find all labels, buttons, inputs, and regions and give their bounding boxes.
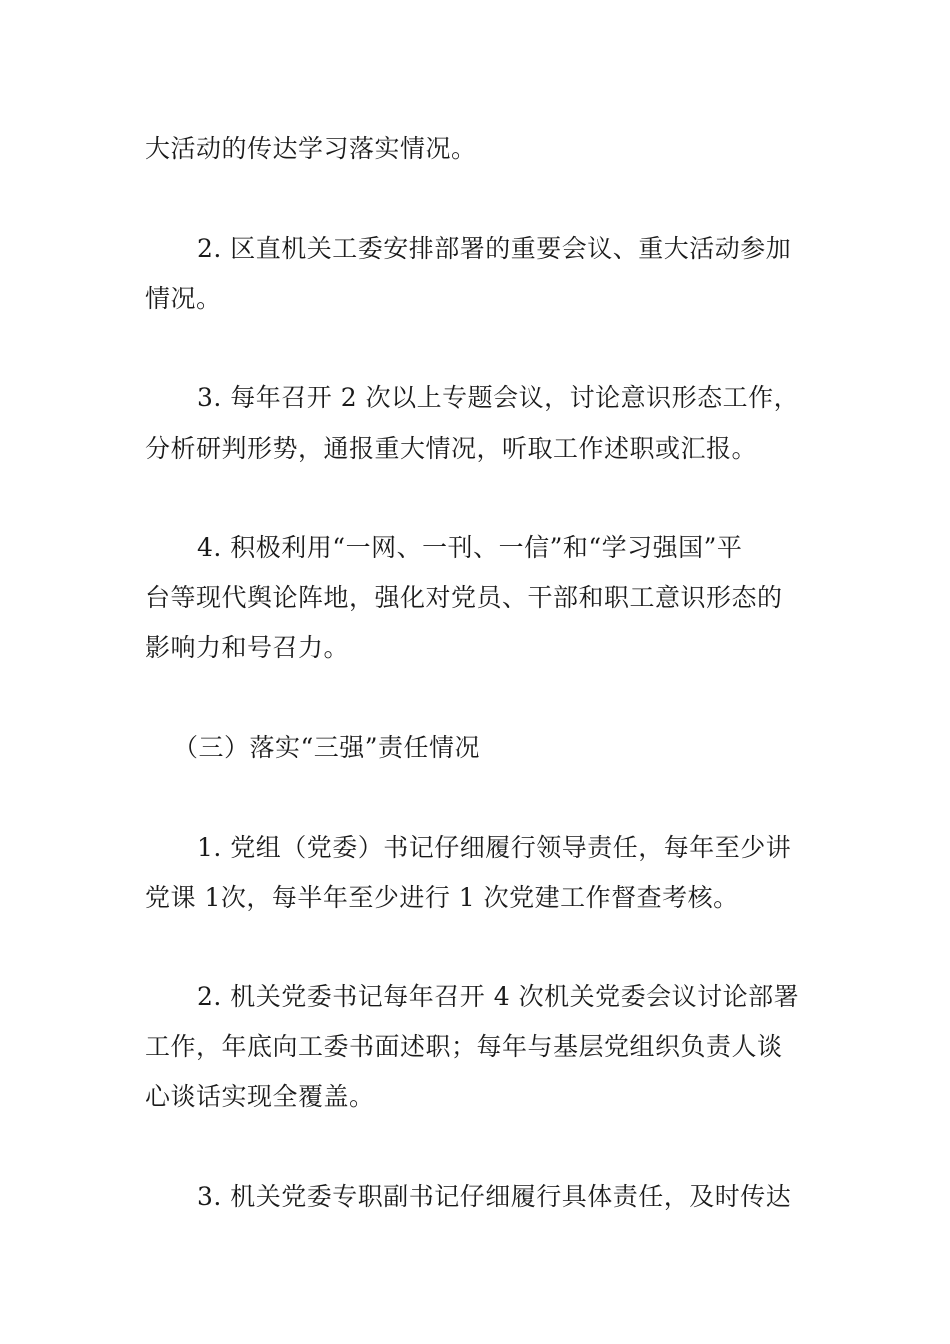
paragraph-line: 情况。 [145, 284, 222, 313]
list-item-line: 4. 积极利用“一网、一刊、一信”和“学习强国”平 [197, 533, 743, 562]
paragraph-line: 心谈话实现全覆盖。 [145, 1082, 375, 1111]
paragraph-line: 党课 1次，每半年至少进行 1 次党建工作督查考核。 [145, 883, 739, 912]
paragraph-line: 影响力和号召力。 [145, 633, 350, 662]
list-item-line: 3. 机关党委专职副书记仔细履行具体责任，及时传达 [197, 1182, 792, 1211]
paragraph-line: 工作，年底向工委书面述职；每年与基层党组织负责人谈 [145, 1032, 783, 1061]
paragraph-line: 分析研判形势，通报重大情况，听取工作述职或汇报。 [145, 434, 758, 463]
section-heading: （三）落实“三强”责任情况 [173, 733, 481, 762]
list-item-line: 1. 党组（党委）书记仔细履行领导责任，每年至少讲 [197, 833, 792, 862]
paragraph-line: 台等现代舆论阵地，强化对党员、干部和职工意识形态的 [145, 583, 783, 612]
paragraph-line: 大活动的传达学习落实情况。 [145, 134, 477, 163]
list-item-line: 2. 机关党委书记每年召开 4 次机关党委会议讨论部署 [197, 982, 800, 1011]
list-item-line: 3. 每年召开 2 次以上专题会议，讨论意识形态工作， [197, 383, 800, 412]
list-item-line: 2. 区直机关工委安排部署的重要会议、重大活动参加 [197, 234, 792, 263]
